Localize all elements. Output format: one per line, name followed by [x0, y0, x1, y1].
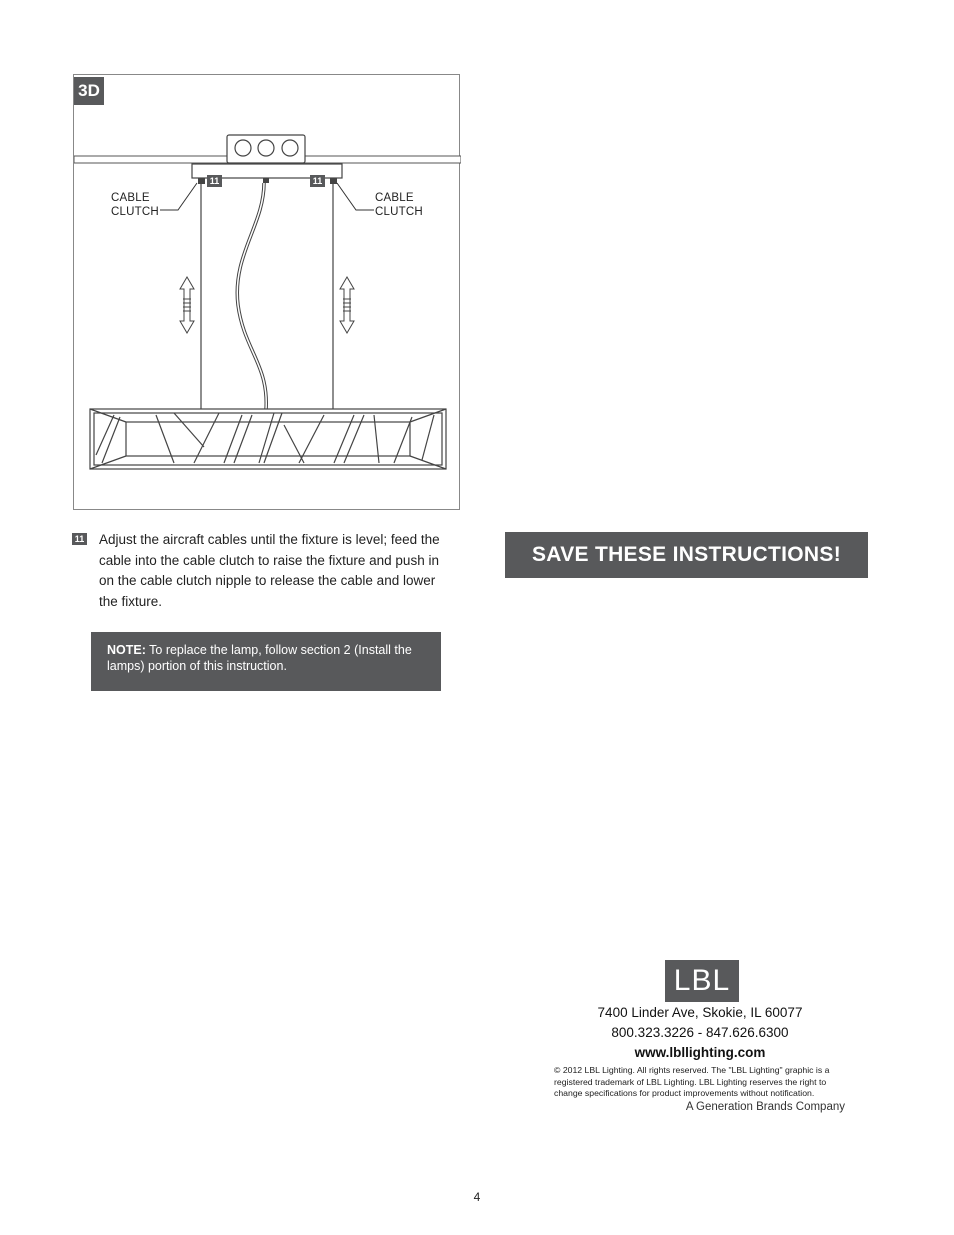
cable-clutch-callout-right: CABLE CLUTCH	[375, 192, 423, 218]
fixture-diagram	[74, 75, 461, 511]
note-box	[91, 632, 441, 691]
company-tagline: A Generation Brands Company	[685, 1101, 845, 1113]
left-adjust-arrow-icon	[180, 277, 194, 333]
note-label: NOTE:	[107, 643, 146, 657]
installation-figure	[73, 74, 460, 510]
phone-numbers: 800.323.3226 - 847.626.6300	[611, 1025, 789, 1040]
website-link[interactable]: www.lbllighting.com	[634, 1045, 766, 1060]
lbl-logo: LBL	[665, 960, 739, 1002]
marker-left: 11	[207, 175, 222, 187]
address: 7400 Linder Ave, Skokie, IL 60077	[597, 1005, 803, 1020]
right-adjust-arrow-icon	[340, 277, 354, 333]
fixture-body	[90, 409, 446, 469]
page-number: 4	[473, 1190, 481, 1204]
note-text: To replace the lamp, follow section 2 (Install the lamps) portion of this instruction.	[107, 643, 412, 673]
legal-notice: © 2012 LBL Lighting. All rights reserved. The "LBL Lighting" graphic is a registered trademark of LBL Lighting. LBL Lighting reserves the right to change specifications for product improvements without notification.	[554, 1065, 830, 1098]
marker-right: 11	[310, 175, 325, 187]
step-label: 3D	[74, 77, 104, 105]
step-instructions: Adjust the aircraft cables until the fixture is level; feed the cable into the cable clutch to raise the fixture and push in on the cable clutch nipple to release the cable and lower the fixture.	[99, 532, 440, 609]
save-instructions-banner: SAVE THESE INSTRUCTIONS!	[505, 532, 868, 578]
step-number: 11	[72, 533, 87, 545]
cable-clutch-callout-left: CABLE CLUTCH	[111, 192, 159, 218]
